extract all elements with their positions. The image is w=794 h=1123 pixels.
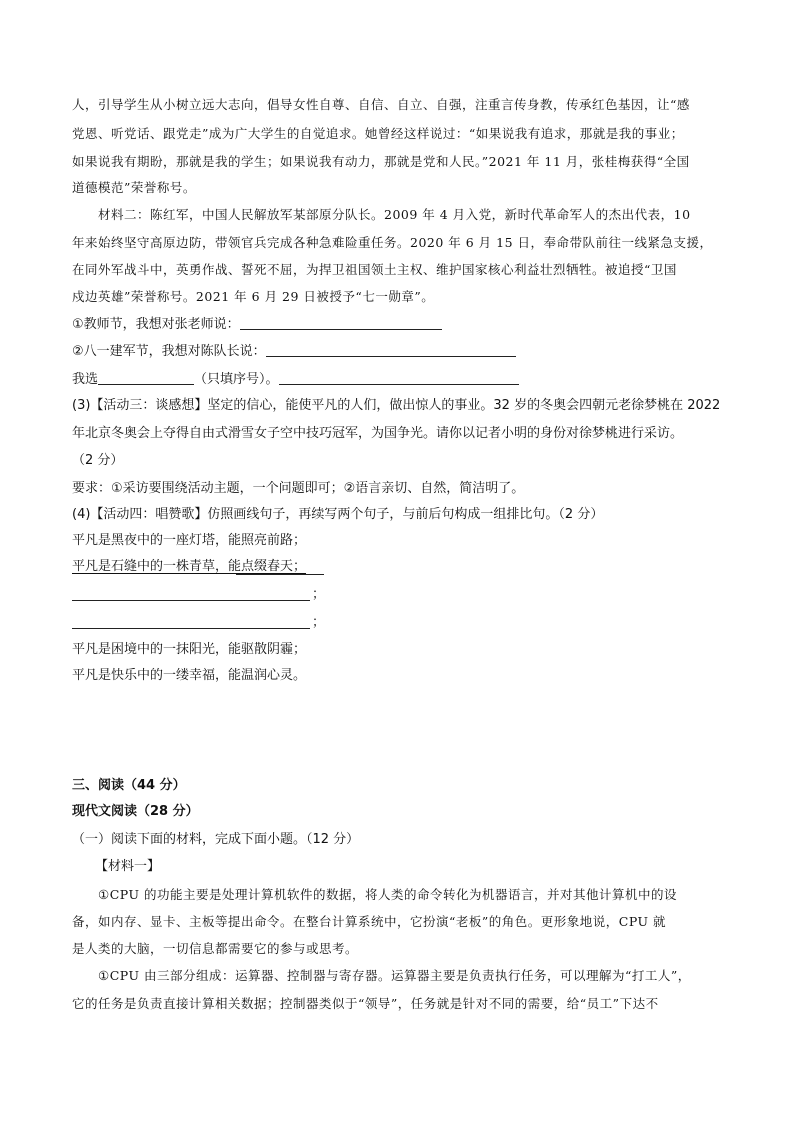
activity3-line: （2 分） (72, 453, 124, 468)
para1-line: ①CPU 的功能主要是处理计算机软件的数据，将人类的命令转化为机器语言，并对其他计算机中的设 (98, 887, 677, 902)
prompt-captain-label: ②八一建军节，我想对陈队长说： (72, 344, 266, 359)
prompt-captain (72, 342, 516, 361)
semicolon-2: ； (312, 615, 326, 630)
material2-line: 戍边英雄”荣誉称号。2021 年 6 月 29 日被授予“七一勋章”。 (72, 289, 435, 304)
para1-line: 是人类的大脑，一切信息都需要它的参与或思考。 (72, 941, 359, 956)
answer-blank-captain[interactable] (266, 342, 516, 357)
parallel-line-d: 平凡是快乐中的一缕幸福，能温润心灵。 (72, 668, 307, 683)
answer-blank-teacher[interactable] (240, 315, 442, 330)
write-line-1[interactable] (72, 600, 310, 601)
material2-line: 在同外军战斗中，英勇作战、誓死不屈，为捍卫祖国领土主权、维护国家核心利益壮烈牺牲。被追授“卫国 (72, 262, 677, 277)
activity4: (4)【活动四：唱赞歌】仿照画线句子，再续写两个句子，与前后句构成一组排比句。（2 分） (72, 507, 604, 522)
intro-line: 党恩、听党话、跟党走”成为广大学生的自觉追求。她曾经这样说过：“如果说我有追求，那就是我的事业； (72, 126, 684, 141)
intro-line: 人，引导学生从小树立远大志向，倡导女性自尊、自信、自立、自强，注重言传身教，传承红色基因，让“感 (72, 97, 690, 112)
choice-line (72, 370, 519, 389)
para2-line: 它的任务是负责直接计算相关数据；控制器类似于“领导”，任务就是针对不同的需要，给“员工”下达不 (72, 996, 659, 1011)
activity3-line: (3)【活动三：谈感想】坚定的信心，能使平凡的人们，做出惊人的事业。32 岁的冬奥会四朝元老徐梦桃在 2022 (72, 398, 721, 413)
material2-line: 年来始终坚守高原边防，带领官兵完成各种急难险重任务。2020 年 6 月 15 日，奉命带队前往一线紧急支援， (72, 235, 713, 250)
underline-extension (236, 574, 324, 575)
prompt-teacher-label: ①教师节，我想对张老师说： (72, 317, 240, 332)
choice-prefix: 我选 (72, 372, 99, 387)
write-line-2[interactable] (72, 628, 310, 629)
prompt-teacher (72, 315, 442, 334)
choice-number-blank[interactable] (98, 370, 194, 385)
para2-line: ①CPU 由三部分组成：运算器、控制器与寄存器。运算器主要是负责执行任务，可以理解为“打工人”， (98, 968, 691, 983)
material2-line: 材料二：陈红军，中国人民解放军某部原分队长。2009 年 4 月入党，新时代革命军人的杰出代表，10 (98, 207, 691, 222)
requirement: 要求：①采访要围绕活动主题，一个问题即可；②语言亲切、自然，简洁明了。 (72, 481, 525, 496)
material1-label: 【材料一】 (95, 859, 161, 874)
parallel-line-c: 平凡是困境中的一抹阳光，能驱散阴霾； (72, 642, 307, 657)
choice-middle: （只填序号）。 (194, 372, 279, 387)
intro-line: 道德模范”荣誉称号。 (72, 180, 196, 195)
section3-title: 三、阅读（44 分） (72, 778, 186, 793)
activity3-line: 年北京冬奥会上夺得自由式滑雪女子空中技巧冠军，为国争光。请你以记者小明的身份对徐梦桃进行采访。 (72, 426, 684, 441)
modern-reading-heading: 现代文阅读（28 分） (72, 804, 199, 819)
parallel-line-b-underlined: 平凡是石缝中的一株青草，能点缀春天； (72, 559, 307, 574)
parallel-line-a: 平凡是黑夜中的一座灯塔，能照亮前路； (72, 533, 307, 548)
para1-line: 备，如内存、显卡、主板等提出命令。在整台计算系统中，它扮演“老板”的角色。更形象地说，CPU 就 (72, 914, 667, 929)
part1-instruction: （一）阅读下面的材料，完成下面小题。（12 分） (72, 832, 360, 847)
semicolon-1: ； (312, 587, 326, 602)
intro-line: 如果说我有期盼，那就是我的学生；如果说我有动力，那就是党和人民。”2021 年 11 月，张桂梅获得“全国 (72, 154, 690, 169)
choice-answer-blank[interactable] (279, 370, 519, 385)
